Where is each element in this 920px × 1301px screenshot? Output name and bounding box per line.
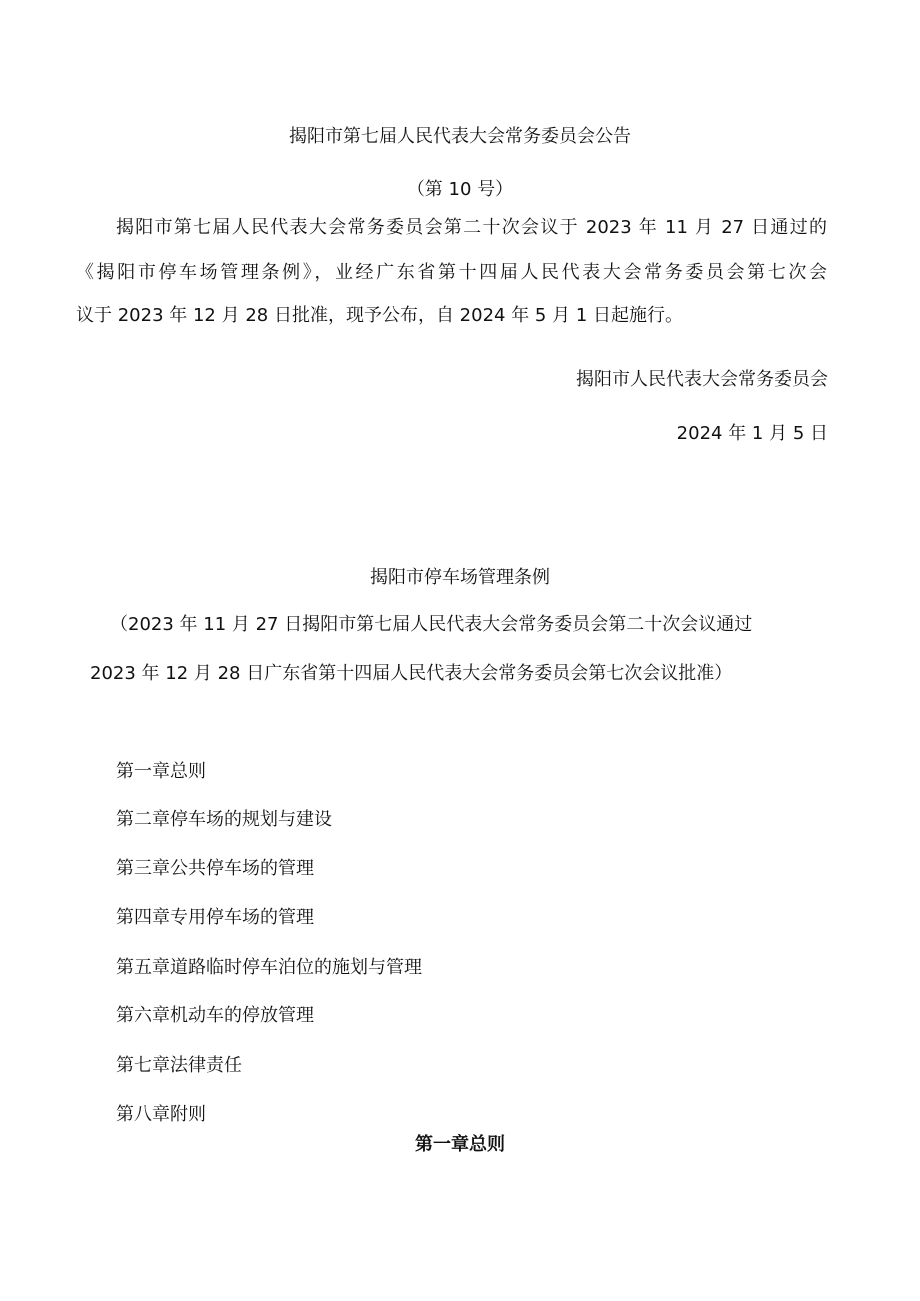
announcement-signature: 揭阳市人民代表大会常务委员会: [576, 369, 828, 390]
toc-item-chapter-1: 第一章总则: [116, 761, 206, 782]
toc-item-chapter-2: 第二章停车场的规划与建设: [116, 809, 332, 830]
announcement-number: （第 10 号）: [406, 179, 514, 200]
announcement-body-line-1: 揭阳市第七届人民代表大会常务委员会第二十次会议于 2023 年 11 月 27 日通过的: [116, 217, 827, 238]
toc-item-chapter-5: 第五章道路临时停车泊位的施划与管理: [116, 957, 422, 978]
announcement-body-line-2: 《揭阳市停车场管理条例》，业经广东省第十四届人民代表大会常务委员会第七次会: [76, 262, 827, 283]
announcement-date: 2024 年 1 月 5 日: [676, 423, 828, 444]
toc-item-chapter-3: 第三章公共停车场的管理: [116, 858, 314, 879]
announcement-body-line-3: 议于 2023 年 12 月 28 日批准，现予公布，自 2024 年 5 月 1 日起施行。: [76, 305, 683, 326]
chapter-heading: 第一章总则: [415, 1134, 505, 1155]
regulation-adoption-line-2: 2023 年 12 月 28 日广东省第十四届人民代表大会常务委员会第七次会议批准）: [90, 663, 733, 684]
toc-item-chapter-7: 第七章法律责任: [116, 1055, 242, 1076]
toc-item-chapter-4: 第四章专用停车场的管理: [116, 907, 314, 928]
toc-item-chapter-8: 第八章附则: [116, 1104, 206, 1125]
announcement-title: 揭阳市第七届人民代表大会常务委员会公告: [289, 126, 631, 147]
toc-item-chapter-6: 第六章机动车的停放管理: [116, 1005, 314, 1026]
regulation-adoption-line-1: （2023 年 11 月 27 日揭阳市第七届人民代表大会常务委员会第二十次会议通过: [110, 614, 753, 635]
regulation-title: 揭阳市停车场管理条例: [370, 567, 550, 588]
